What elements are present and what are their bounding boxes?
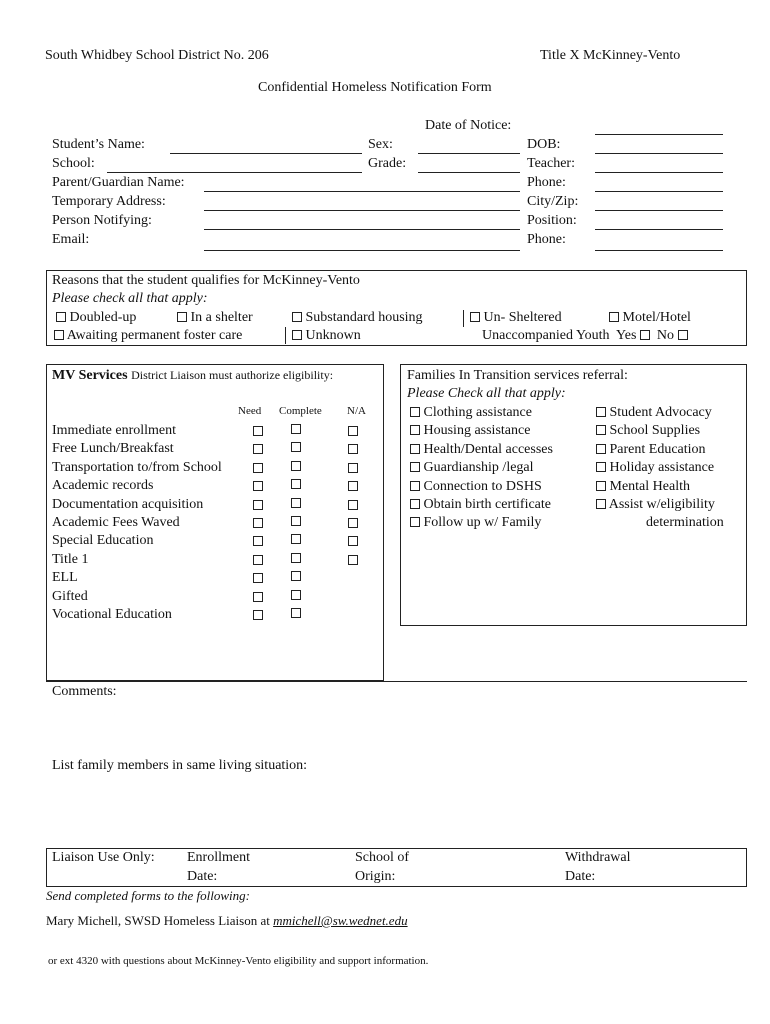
phone2-field[interactable]: [595, 250, 723, 251]
complete-checkbox[interactable]: [291, 461, 301, 471]
city-zip-field[interactable]: [595, 210, 723, 211]
mv-service-label: Vocational Education: [52, 607, 172, 622]
unaccompanied-youth: Unaccompanied Youth Yes No: [482, 328, 688, 344]
mv-service-label: Title 1: [52, 552, 89, 567]
reason-in-shelter[interactable]: In a shelter: [177, 310, 253, 326]
mv-service-label: Academic records: [52, 478, 154, 493]
city-zip-label: City/Zip:: [527, 194, 579, 209]
divider: [285, 327, 286, 344]
complete-checkbox[interactable]: [291, 553, 301, 563]
fit-right-item[interactable]: School Supplies: [596, 423, 700, 439]
reason-substandard-housing[interactable]: Substandard housing: [292, 310, 423, 326]
teacher-field[interactable]: [595, 172, 723, 173]
grade-label: Grade:: [368, 156, 407, 171]
fit-right-item-continued: determination: [646, 515, 724, 530]
fit-box: [400, 364, 747, 626]
origin-label[interactable]: Origin:: [355, 869, 396, 884]
checkbox-icon[interactable]: [56, 312, 66, 322]
email-field[interactable]: [204, 250, 520, 251]
need-checkbox[interactable]: [253, 592, 263, 602]
comments-divider: [46, 681, 747, 682]
liaison-contact: Mary Michell, SWSD Homeless Liaison at mmichell@sw.wednet.edu: [46, 913, 408, 928]
fit-left-item[interactable]: Health/Dental accesses: [410, 442, 553, 458]
fit-left-item[interactable]: Clothing assistance: [410, 405, 532, 421]
mv-service-label: Special Education: [52, 533, 154, 548]
complete-checkbox[interactable]: [291, 424, 301, 434]
reason-motel-hotel[interactable]: Motel/Hotel: [609, 310, 691, 326]
extension-note: or ext 4320 with questions about McKinney-Vento eligibility and support information.: [48, 955, 429, 967]
checkbox-icon[interactable]: [54, 330, 64, 340]
need-checkbox[interactable]: [253, 444, 263, 454]
fit-right-item[interactable]: Holiday assistance: [596, 460, 714, 476]
mv-service-label: Academic Fees Waved: [52, 515, 180, 530]
mv-service-label: Gifted: [52, 589, 88, 604]
checkbox-icon[interactable]: [410, 444, 420, 454]
need-checkbox[interactable]: [253, 536, 263, 546]
fit-right-item[interactable]: Mental Health: [596, 479, 690, 495]
na-checkbox[interactable]: [348, 481, 358, 491]
person-notifying-label: Person Notifying:: [52, 213, 152, 228]
comments-label: Comments:: [52, 684, 117, 699]
teacher-label: Teacher:: [527, 156, 575, 171]
fit-instruction: Please Check all that apply:: [407, 386, 566, 401]
fit-left-item[interactable]: Guardianship /legal: [410, 460, 534, 476]
col-na: N/A: [347, 405, 366, 417]
complete-checkbox[interactable]: [291, 516, 301, 526]
checkbox-icon[interactable]: [410, 425, 420, 435]
divider: [463, 310, 464, 327]
na-checkbox[interactable]: [348, 536, 358, 546]
need-checkbox[interactable]: [253, 610, 263, 620]
fit-left-item[interactable]: Connection to DSHS: [410, 479, 542, 495]
checkbox-icon[interactable]: [596, 425, 606, 435]
reasons-instruction: Please check all that apply:: [52, 291, 208, 306]
checkbox-icon[interactable]: [609, 312, 619, 322]
yes-checkbox[interactable]: [640, 330, 650, 340]
withdrawal-date-label[interactable]: Date:: [565, 869, 596, 884]
checkbox-icon[interactable]: [292, 312, 302, 322]
sex-field[interactable]: [418, 153, 520, 154]
position-label: Position:: [527, 213, 577, 228]
dob-label: DOB:: [527, 137, 561, 152]
checkbox-icon[interactable]: [410, 481, 420, 491]
fit-title: Families In Transition services referral:: [407, 368, 628, 383]
sex-label: Sex:: [368, 137, 393, 152]
na-checkbox[interactable]: [348, 426, 358, 436]
guardian-field[interactable]: [204, 191, 520, 192]
mv-services-title: MV Services District Liaison must authorize eligibility:: [52, 368, 334, 383]
complete-checkbox[interactable]: [291, 442, 301, 452]
checkbox-icon[interactable]: [596, 407, 606, 417]
phone2-label: Phone:: [527, 232, 566, 247]
complete-checkbox[interactable]: [291, 534, 301, 544]
reason-doubled-up[interactable]: Doubled-up: [56, 310, 136, 326]
checkbox-icon[interactable]: [410, 517, 420, 527]
family-members-label: List family members in same living situation:: [52, 758, 308, 773]
complete-checkbox[interactable]: [291, 498, 301, 508]
col-need: Need: [238, 405, 262, 417]
mv-service-label: Free Lunch/Breakfast: [52, 441, 174, 456]
complete-checkbox[interactable]: [291, 608, 301, 618]
checkbox-icon[interactable]: [596, 481, 606, 491]
need-checkbox[interactable]: [253, 426, 263, 436]
na-checkbox[interactable]: [348, 555, 358, 565]
checkbox-icon[interactable]: [596, 444, 606, 454]
fit-left-item[interactable]: Follow up w/ Family: [410, 515, 541, 531]
checkbox-icon[interactable]: [292, 330, 302, 340]
send-instruction: Send completed forms to the following:: [46, 888, 251, 903]
need-checkbox[interactable]: [253, 518, 263, 528]
phone-label: Phone:: [527, 175, 566, 190]
position-field[interactable]: [595, 229, 723, 230]
complete-checkbox[interactable]: [291, 590, 301, 600]
need-checkbox[interactable]: [253, 573, 263, 583]
na-checkbox[interactable]: [348, 518, 358, 528]
na-checkbox[interactable]: [348, 500, 358, 510]
col-complete: Complete: [279, 405, 322, 417]
checkbox-icon[interactable]: [596, 499, 606, 509]
student-name-label: Student’s Name:: [52, 137, 145, 152]
date-of-notice-field[interactable]: [595, 134, 723, 135]
checkbox-icon[interactable]: [470, 312, 480, 322]
checkbox-icon[interactable]: [410, 462, 420, 472]
need-checkbox[interactable]: [253, 463, 263, 473]
no-checkbox[interactable]: [678, 330, 688, 340]
mv-service-label: Documentation acquisition: [52, 497, 204, 512]
phone-field[interactable]: [595, 191, 723, 192]
district-name: South Whidbey School District No. 206: [45, 48, 269, 63]
enrollment-date-label[interactable]: Date:: [187, 869, 218, 884]
fit-right-item[interactable]: Assist w/eligibility: [596, 497, 715, 513]
enrollment-label: Enrollment: [187, 850, 250, 865]
date-of-notice-label: Date of Notice:: [425, 118, 512, 133]
dob-field[interactable]: [595, 153, 723, 154]
grade-field[interactable]: [418, 172, 520, 173]
checkbox-icon[interactable]: [177, 312, 187, 322]
need-checkbox[interactable]: [253, 481, 263, 491]
guardian-label: Parent/Guardian Name:: [52, 175, 185, 190]
fit-right-item[interactable]: Student Advocacy: [596, 405, 712, 421]
program-title: Title X McKinney-Vento: [540, 48, 681, 63]
checkbox-icon[interactable]: [596, 462, 606, 472]
student-name-field[interactable]: [170, 153, 362, 154]
fit-left-item[interactable]: Obtain birth certificate: [410, 497, 551, 513]
person-notifying-field[interactable]: [204, 229, 520, 230]
fit-left-item[interactable]: Housing assistance: [410, 423, 530, 439]
fit-right-item[interactable]: Parent Education: [596, 442, 706, 458]
complete-checkbox[interactable]: [291, 479, 301, 489]
mv-service-label: ELL: [52, 570, 78, 585]
school-of-label: School of: [355, 850, 410, 865]
na-checkbox[interactable]: [348, 463, 358, 473]
email-label: Email:: [52, 232, 90, 247]
temp-address-label: Temporary Address:: [52, 194, 166, 209]
mv-service-label: Immediate enrollment: [52, 423, 177, 438]
reason-unknown[interactable]: Unknown: [292, 328, 361, 344]
form-title: Confidential Homeless Notification Form: [258, 80, 492, 95]
need-checkbox[interactable]: [253, 555, 263, 565]
liaison-label: Liaison Use Only:: [52, 850, 155, 865]
liaison-email-link[interactable]: mmichell@sw.wednet.edu: [273, 913, 408, 928]
withdrawal-label: Withdrawal: [565, 850, 631, 865]
na-checkbox[interactable]: [348, 444, 358, 454]
checkbox-icon[interactable]: [410, 407, 420, 417]
need-checkbox[interactable]: [253, 500, 263, 510]
checkbox-icon[interactable]: [410, 499, 420, 509]
reason-foster-care[interactable]: Awaiting permanent foster care: [54, 328, 242, 344]
school-field[interactable]: [107, 172, 362, 173]
temp-address-field[interactable]: [204, 210, 520, 211]
complete-checkbox[interactable]: [291, 571, 301, 581]
school-label: School:: [52, 156, 95, 171]
mv-service-label: Transportation to/from School: [52, 460, 222, 475]
reason-unsheltered[interactable]: Un- Sheltered: [470, 310, 562, 326]
reasons-title: Reasons that the student qualifies for McKinney-Vento: [52, 273, 360, 288]
